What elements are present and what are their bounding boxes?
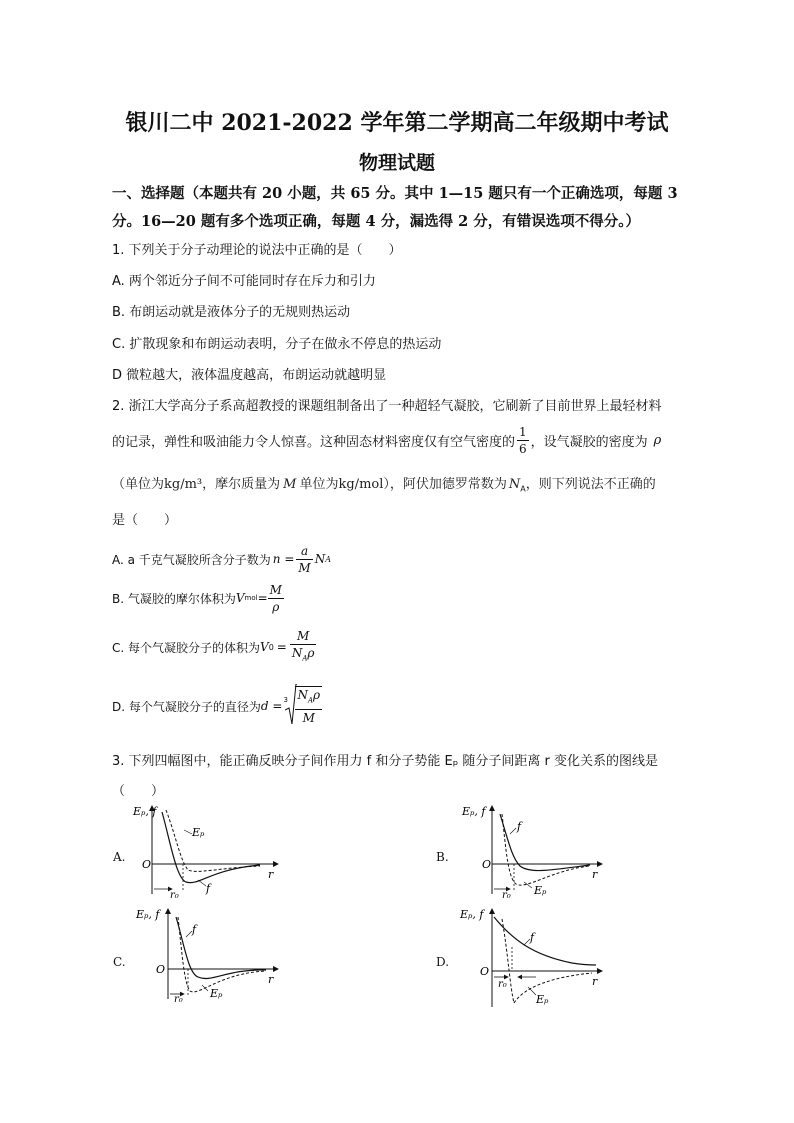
q2-b-text: B. 气凝胶的摩尔体积为: [112, 591, 236, 606]
graph-b-yaxis: Eₚ, f: [462, 805, 486, 818]
q2-a-den: M: [298, 560, 311, 575]
q2-c-eq: =: [276, 640, 287, 654]
q2-fraction: [517, 424, 529, 457]
q2-line-3c: 单位为: [299, 477, 339, 492]
q2-option-d: [112, 684, 712, 728]
graph-d-origin: O: [480, 965, 490, 978]
graph-a-xaxis: r: [268, 868, 274, 881]
q2-d-num: [295, 687, 322, 709]
q3-option-a-label: A.: [113, 850, 126, 864]
q2-d-root-index: 3: [283, 696, 288, 705]
graph-b-curve2: Eₚ: [534, 884, 547, 897]
graph-a-curve1: Eₚ: [192, 826, 205, 839]
q2-line-1: 2. 浙江大学高分子系高超教授的课题组制备出了一种超轻气凝胶，它刷新了目前世界上最轻材料: [112, 399, 662, 414]
q1-stem: 1. 下列关于分子动理论的说法中正确的是（ ）: [112, 243, 402, 258]
graph-a-origin: O: [142, 858, 152, 871]
graph-d-xaxis: r: [592, 975, 598, 988]
q2-d-lhs: d =: [260, 699, 283, 713]
q2-rho: ρ: [653, 432, 662, 448]
graph-d-yaxis: Eₚ, f: [460, 908, 484, 921]
graph-b-origin: O: [482, 858, 492, 871]
exam-subtitle: 物理试题: [358, 152, 435, 174]
q2-b-den: ρ: [272, 599, 280, 614]
q3-line-2: （ ）: [112, 784, 165, 799]
q2-b-num: M: [269, 582, 282, 597]
q3-graph-c: [128, 903, 288, 1003]
q2-b-fraction: [268, 582, 284, 615]
q3-line-1: 3. 下列四幅图中，能正确反映分子间作用力 f 和分子势能 Eₚ 随分子间距离 r 变化关系的图线是: [112, 754, 659, 769]
q2-line-4: 是（ ）: [112, 513, 178, 528]
q2-line-3: [112, 473, 712, 494]
q1-option-a: A. 两个邻近分子间不可能同时存在斥力和引力: [112, 274, 376, 289]
q2-a-fraction: [296, 543, 312, 576]
graph-b-r0: r₀: [502, 890, 511, 900]
q3-option-d-label: D.: [436, 955, 450, 969]
q2-line-3b: ，摩尔质量为: [202, 477, 281, 492]
q3-graph-a: [128, 800, 288, 900]
q1-option-b: B. 布朗运动就是液体分子的无规则热运动: [112, 305, 351, 320]
section-line-1: 一、选择题（本题共有 20 小题，共 65 分。其中 1—15 题只有一个正确选项，每题 3: [112, 185, 678, 202]
q3-option-c-label: C.: [113, 955, 126, 969]
q2-d-num-sub: A: [307, 696, 313, 705]
q2-na-sub: A: [520, 484, 526, 494]
q2-line-2: [112, 422, 712, 458]
q2-a-lhs: n =: [272, 552, 295, 566]
q2-a-num: a: [296, 543, 312, 560]
q2-c-den-sub: A: [302, 654, 308, 663]
q2-option-c: [112, 627, 712, 667]
q2-unit-density: kg/m³: [164, 477, 203, 492]
graph-c-curve2: Eₚ: [210, 987, 223, 1000]
graph-c-yaxis: Eₚ, f: [136, 908, 160, 921]
q2-c-den: [290, 645, 317, 666]
graph-b-xaxis: r: [592, 868, 598, 881]
q2-d-cuberoot: [283, 686, 322, 725]
q2-option-a: [112, 541, 712, 577]
graph-c-r0: r₀: [174, 994, 183, 1003]
q2-line-2b: ，设气凝胶的密度为: [530, 434, 648, 450]
q1-option-c: C. 扩散现象和布朗运动表明，分子在做永不停息的热运动: [112, 337, 442, 352]
graph-a-curve2: f: [206, 882, 211, 895]
q2-c-den-rho: ρ: [307, 645, 315, 660]
section-line-2: 分。16—20 题有多个选项正确，每题 4 分，漏选得 2 分，有错误选项不得分。）: [112, 213, 641, 230]
q2-a-text: A. a 千克气凝胶所含分子数为: [112, 552, 271, 567]
q2-d-num-n: N: [297, 688, 308, 703]
graph-a-yaxis: Eₚ, f: [133, 805, 157, 818]
q2-line-3d: ），阿伏加德罗常数为: [383, 477, 507, 492]
q1-option-d: D 微粒越大，液体温度越高，布朗运动就越明显: [112, 368, 387, 383]
q2-line-3e: ，则下列说法不正确的: [525, 477, 656, 492]
q2-d-text: D. 每个气凝胶分子的直径为: [112, 699, 261, 714]
graph-c-xaxis: r: [268, 973, 274, 986]
graph-b-curve1: f: [517, 820, 522, 833]
q2-d-den: M: [302, 710, 315, 725]
radical-sign-icon: [285, 684, 297, 726]
q2-a-tail-sub: A: [325, 554, 331, 564]
q2-c-num: M: [290, 628, 317, 645]
q2-c-den-n: N: [291, 645, 303, 660]
q2-c-fraction: [290, 628, 317, 666]
exam-title: 银川二中 2021-2022 学年第二学期高二年级期中考试: [125, 110, 669, 136]
graph-a-r0: r₀: [170, 890, 179, 900]
q2-c-lhs-sub: 0: [268, 642, 274, 652]
q2-option-b: [112, 578, 712, 618]
q2-unit-molar: kg/mol: [338, 477, 384, 492]
q2-m-symbol: M: [283, 477, 297, 492]
q2-na-symbol: N: [508, 477, 521, 492]
q3-graph-b: [452, 800, 612, 900]
q3-option-b-label: B.: [436, 850, 449, 864]
q2-line-2a: 的记录，弹性和吸油能力令人惊喜。这种固态材料密度仅有空气密度的: [112, 434, 516, 450]
q2-line-3a: （单位为: [112, 477, 165, 492]
q2-frac-num: 1: [519, 424, 527, 439]
q2-d-fraction: [295, 686, 322, 725]
section-header: [112, 180, 712, 236]
q2-c-lhs: V: [260, 640, 269, 654]
q2-b-lhs-sub: mol: [244, 594, 258, 602]
q2-c-text: C. 每个气凝胶分子的体积为: [112, 640, 261, 655]
q2-b-eq: =: [257, 591, 268, 605]
q3-graph-d: [452, 903, 612, 1013]
q2-b-lhs: V: [235, 591, 245, 605]
q2-a-tail: N: [314, 552, 326, 566]
graph-d-curve2: Eₚ: [536, 993, 549, 1006]
graph-d-curve1: f: [530, 931, 535, 944]
graph-d-r0: r₀: [498, 979, 507, 990]
q2-d-num-rho: ρ: [313, 688, 321, 703]
graph-c-curve1: f: [192, 923, 197, 936]
q2-frac-den: 6: [519, 441, 527, 456]
graph-c-origin: O: [156, 963, 166, 976]
